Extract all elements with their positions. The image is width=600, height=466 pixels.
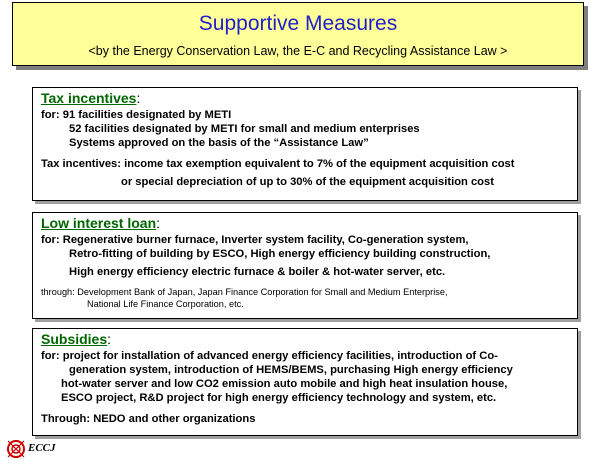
loan-heading: Low interest loan: (41, 215, 161, 231)
tax-for-line: Systems approved on the basis of the “Assistance Law” (69, 137, 369, 149)
eccj-emblem-icon (6, 437, 28, 461)
page-subtitle: <by the Energy Conservation Law, the E-C and Recycling Assistance Law > (88, 44, 508, 58)
tax-incentive-line: Tax incentives: income tax exemption equivalent to 7% of the equipment acquisition cost (41, 158, 515, 170)
subsidies-for-line: hot-water server and low CO2 emission auto mobile and high heat insulation house, (61, 378, 508, 390)
subsidies-for-line: generation system, introduction of HEMS/BEMS, purchasing High energy efficiency (69, 364, 513, 376)
tax-incentive-line: or special depreciation of up to 30% of the equipment acquisition cost (121, 176, 494, 188)
subsidies-through-line: Through: NEDO and other organizations (41, 413, 256, 425)
page-title: Supportive Measures (198, 12, 398, 35)
low-interest-loan-panel (32, 212, 578, 319)
loan-through-line: National Life Finance Corporation, etc. (87, 299, 244, 309)
subsidies-panel (32, 328, 578, 436)
subsidies-for-line: ESCO project, R&D project for high energy efficiency technology and system, etc. (61, 392, 497, 404)
logo-text: ECCJ (28, 442, 56, 454)
tax-heading: Tax incentives: (41, 90, 141, 106)
loan-through-line: through: Development Bank of Japan, Japan Finance Corporation for Small and Medium Enterprise, (41, 287, 448, 297)
title-banner (12, 2, 584, 66)
subsidies-for-line: for: project for installation of advanced energy efficiency facilities, introduction of Co- (41, 350, 498, 362)
eccj-logo (6, 437, 76, 461)
tax-for-line: for: 91 facilities designated by METI (41, 109, 232, 121)
loan-for-line: High energy efficiency electric furnace & boiler & hot-water server, etc. (69, 266, 446, 278)
loan-for-line: for: Regenerative burner furnace, Inverter system facility, Co-generation system, (41, 234, 469, 246)
tax-for-line: 52 facilities designated by METI for small and medium enterprises (69, 123, 420, 135)
subsidies-heading: Subsidies: (41, 331, 112, 347)
loan-for-line: Retro-fitting of building by ESCO, High energy efficiency building construction, (69, 248, 491, 260)
tax-incentives-panel (32, 87, 578, 201)
